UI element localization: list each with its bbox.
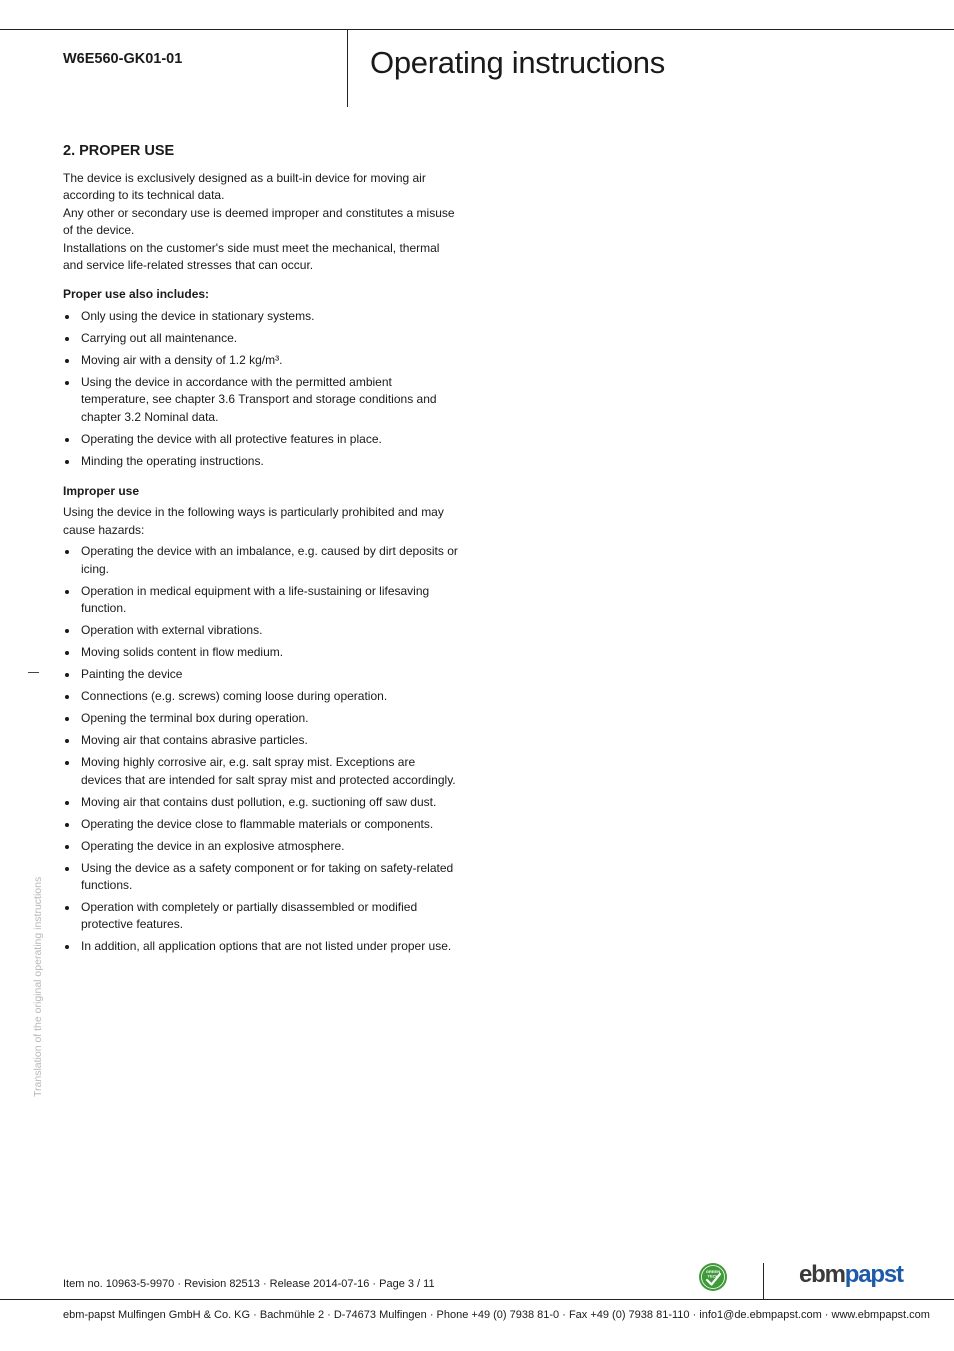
bullet-icon: [65, 695, 69, 699]
logo-papst: papst: [844, 1261, 903, 1288]
list-item-text: Moving air that contains abrasive particles.: [81, 733, 308, 748]
list-item: [63, 431, 458, 448]
bullet-icon: [65, 906, 69, 910]
improper-use-heading: Improper use: [63, 484, 140, 499]
list-item: [63, 860, 458, 895]
list-item: [63, 838, 458, 855]
bullet-icon: [65, 629, 69, 633]
list-item: [63, 453, 458, 470]
list-item-text: Only using the device in stationary systems.: [81, 308, 315, 323]
list-item: [63, 938, 458, 955]
bullet-icon: [65, 359, 69, 363]
list-item-text: Using the device as a safety component or for taking on safety-related functions.: [81, 860, 454, 892]
list-item-text: Operation with external vibrations.: [81, 623, 263, 638]
header-top-rule: [0, 29, 954, 30]
list-item-text: In addition, all application options that are not listed under proper use.: [81, 939, 452, 954]
bullet-icon: [65, 315, 69, 319]
bullet-icon: [65, 550, 69, 554]
list-item-text: Operating the device in an explosive atmosphere.: [81, 838, 345, 853]
list-item-text: Connections (e.g. screws) coming loose during operation.: [81, 689, 388, 704]
list-item: [63, 794, 458, 811]
list-item-text: Operation with completely or partially disassembled or modified protective features.: [81, 899, 418, 932]
company-footer: ebm-papst Mulfingen GmbH & Co. KG · Bachmühle 2 · D-74673 Mulfingen · Phone +49 (0) 7938 81-0 · Fax +49 (0) 7938 81-110 · info1@de.ebmpapst.com · www.ebmpapst.com: [63, 1309, 930, 1321]
bullet-icon: [65, 717, 69, 721]
improper-use-list: [63, 543, 458, 955]
bullet-icon: [65, 460, 69, 464]
footer-rule: [0, 1299, 954, 1300]
bullet-icon: [65, 590, 69, 594]
intro-line: Any other or secondary use is deemed improper and constitutes a misuse of the device.: [63, 205, 455, 238]
list-item: [63, 644, 458, 661]
list-item-text: Moving highly corrosive air, e.g. salt spray mist. Exceptions are devices that are intended for salt spray mist and protected accordingly.: [81, 755, 456, 787]
bullet-icon: [65, 438, 69, 442]
list-item-text: Moving solids content in flow medium.: [81, 645, 284, 660]
list-item-text: Using the device in accordance with the permitted ambient temperature, see chapter 3.6 Transport and storage conditions and chapter 3.2 Nominal data.: [81, 374, 437, 424]
main-content: [63, 142, 458, 960]
list-item: [63, 732, 458, 749]
list-item-text: Operating the device close to flammable materials or components.: [81, 816, 434, 831]
bullet-icon: [65, 337, 69, 341]
list-item: [63, 622, 458, 639]
bullet-icon: [65, 801, 69, 805]
list-item: [63, 352, 458, 369]
list-item: [63, 899, 458, 934]
bullet-icon: [65, 845, 69, 849]
list-item: [63, 308, 458, 325]
section-heading: 2. PROPER USE: [63, 143, 175, 159]
margin-fold-mark: [28, 672, 39, 673]
model-number: W6E560-GK01-01: [63, 51, 183, 67]
side-note: Translation of the original operating instructions: [32, 876, 44, 1097]
bullet-icon: [65, 761, 69, 765]
list-item-text: Moving air that contains dust pollution, e.g. suctioning off saw dust.: [81, 794, 437, 809]
list-item: [63, 543, 458, 578]
logo-ebm: ebm: [799, 1261, 845, 1288]
bullet-icon: [65, 673, 69, 677]
list-item-text: Operation in medical equipment with a life-sustaining or lifesaving function.: [81, 583, 430, 616]
bullet-icon: [65, 867, 69, 871]
bullet-icon: [65, 739, 69, 743]
list-item: [63, 816, 458, 833]
footer-divider: [763, 1263, 764, 1299]
list-item: [63, 583, 458, 618]
bullet-icon: [65, 823, 69, 827]
list-item: [63, 754, 458, 789]
list-item: [63, 666, 458, 683]
ebmpapst-logo: [799, 1260, 903, 1290]
document-item-info: Item no. 10963-5-9970 · Revision 82513 · Release 2014-07-16 · Page 3 / 11: [63, 1278, 435, 1290]
improper-use-intro: Using the device in the following ways is particularly prohibited and may cause hazards:: [63, 505, 444, 537]
greentech-badge-icon: [698, 1262, 728, 1292]
bullet-icon: [65, 651, 69, 655]
list-item-text: Painting the device: [81, 667, 183, 682]
bullet-icon: [65, 945, 69, 949]
document-title: Operating instructions: [370, 45, 665, 80]
list-item-text: Operating the device with all protective features in place.: [81, 431, 382, 446]
bullet-icon: [65, 381, 69, 385]
list-item-text: Carrying out all maintenance.: [81, 330, 238, 345]
list-item-text: Operating the device with an imbalance, e.g. caused by dirt deposits or icing.: [81, 544, 458, 576]
list-item: [63, 710, 458, 727]
svg-text:GREEN: GREEN: [705, 1269, 721, 1274]
intro-line: The device is exclusively designed as a built-in device for moving air according to its technical data.: [63, 171, 426, 203]
list-item-text: Opening the terminal box during operation.: [81, 711, 309, 726]
proper-use-heading: Proper use also includes:: [63, 287, 210, 302]
proper-use-list: [63, 308, 458, 470]
intro-line: Installations on the customer's side must meet the mechanical, thermal and service life-related stresses that can occur.: [63, 240, 440, 273]
list-item-text: Moving air with a density of 1.2 kg/m³.: [81, 352, 283, 367]
intro-paragraph: [63, 170, 458, 274]
header-divider: [347, 29, 348, 107]
list-item: [63, 374, 458, 426]
list-item: [63, 330, 458, 347]
list-item-text: Minding the operating instructions.: [81, 453, 264, 468]
svg-text:TECH: TECH: [707, 1273, 719, 1279]
list-item: [63, 688, 458, 705]
